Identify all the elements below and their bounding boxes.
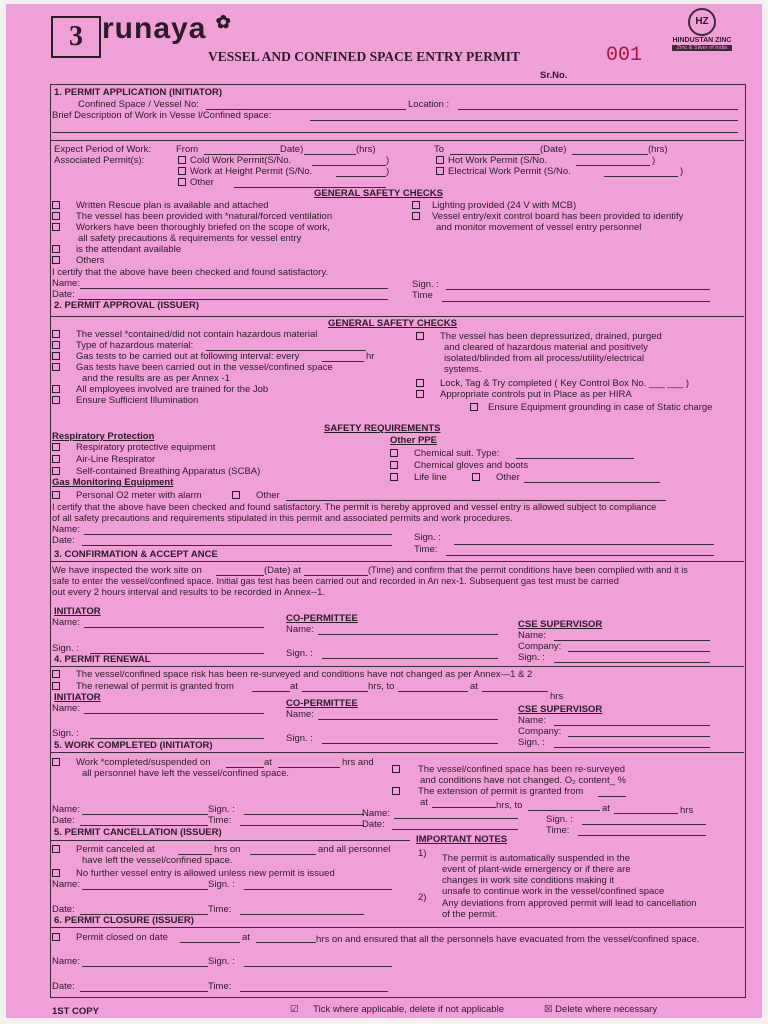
electrical-work-field[interactable] — [604, 176, 678, 177]
serial-number: 001 — [606, 44, 643, 67]
divider — [50, 752, 744, 753]
sign-field[interactable] — [244, 889, 392, 890]
attendant-checkbox[interactable]: is the attendant available — [52, 244, 181, 255]
sign-label: Sign. : — [286, 733, 313, 744]
respiratory-protection-title: Respiratory Protection — [52, 431, 155, 442]
co-permittee-title: CO-PERMITTEE — [286, 698, 358, 709]
page-title: VESSEL AND CONFINED SPACE ENTRY PERMIT — [208, 49, 520, 64]
sign-label: Sign. : — [518, 737, 545, 748]
note-1-line-4: unsafe to continue work in the vessel/confined space — [442, 886, 665, 897]
divider — [50, 561, 744, 562]
other-ppe-title: Other PPE — [390, 435, 437, 446]
cold-work-checkbox[interactable]: Cold Work Permit(S/No. — [178, 155, 291, 166]
resurveyed-text-2: and conditions have not changed. O₂ content_ % — [420, 775, 626, 786]
co-permittee-sign-field[interactable] — [322, 658, 498, 659]
co-permittee-title: CO-PERMITTEE — [286, 613, 358, 624]
sign-label: Sign. : — [414, 532, 441, 543]
cse-supervisor-title: CSE SUPERVISOR — [518, 619, 603, 630]
divider — [50, 316, 744, 317]
inspection-text-3: out every 2 hours interval and results to be recorded in Annex--1. — [52, 587, 326, 598]
note-1-line-1: The permit is automatically suspended in the — [442, 853, 630, 864]
extension-from-field[interactable] — [598, 796, 626, 797]
briefing-text-2: all safety precautions & requirements for vessel entry — [78, 233, 302, 244]
renewal-hrs-to: hrs, to — [368, 681, 395, 692]
name-label: Name: — [52, 278, 80, 289]
sign-label: Sign. : — [208, 804, 235, 815]
renewal-from-field[interactable] — [252, 691, 290, 692]
runaya-swirl-icon: ✿ — [215, 12, 232, 32]
hz-emblem-icon: HZ — [688, 8, 716, 36]
initiator-sign-field[interactable] — [90, 738, 264, 739]
cse-company-field[interactable] — [568, 651, 710, 652]
closed-checkbox[interactable]: Permit closed on date — [52, 932, 168, 943]
hazardous-checkbox[interactable]: The vessel *contained/did not contain hazardous material — [52, 329, 317, 340]
name-label: Name: — [52, 804, 80, 815]
name-label: Name: — [286, 624, 314, 635]
hazardous-type-checkbox[interactable]: Type of hazardous material: — [52, 340, 193, 351]
tick-box-icon: ☑ — [290, 1004, 299, 1015]
name-field[interactable] — [82, 889, 208, 890]
extension-to-field[interactable] — [528, 810, 600, 811]
electrical-work-checkbox[interactable]: Electrical Work Permit (S/No. — [436, 166, 571, 177]
sign-label: Sign. : — [208, 879, 235, 890]
location-label: Location : — [408, 99, 450, 110]
gas-test-text-2: and the results are as per Annex -1 — [82, 373, 230, 384]
gas-interval-unit: hr — [366, 351, 375, 362]
work-completed-hrs-and: hrs and — [342, 757, 374, 768]
other-ppe-field[interactable] — [524, 482, 660, 483]
chemical-suit-checkbox[interactable]: Chemical suit. Type: — [390, 448, 499, 459]
name-label: Name: — [52, 524, 80, 535]
initiator-name-field[interactable] — [84, 713, 264, 714]
sign-field[interactable] — [244, 966, 392, 967]
sign-field[interactable] — [244, 814, 364, 815]
extension-at-field[interactable] — [432, 807, 496, 808]
name-label: Name: — [52, 617, 80, 628]
sign-label: Sign. : — [52, 643, 79, 654]
initiator-title: INITIATOR — [54, 692, 101, 703]
control-board-checkbox[interactable]: Vessel entry/exit control board has been provided to identify — [412, 211, 683, 222]
delete-note-text: Delete where necessary — [555, 1004, 658, 1015]
expect-period-label: Expect Period of Work: — [54, 144, 151, 155]
illumination-checkbox[interactable]: Ensure Sufficient Illumination — [52, 395, 198, 406]
resurveyed-checkbox[interactable]: The vessel/confined space has been re-surveyed — [392, 764, 625, 775]
name-field-2[interactable] — [394, 818, 518, 819]
location-field[interactable] — [458, 109, 738, 110]
time-field[interactable] — [240, 825, 364, 826]
date-label: Date: — [52, 535, 75, 546]
sign-field[interactable] — [446, 289, 710, 290]
name-label: Name: — [52, 879, 80, 890]
sign-field-2[interactable] — [582, 824, 706, 825]
sign-label: Sign. : — [518, 652, 545, 663]
time-label: Time: — [208, 815, 232, 826]
renewal-at-field[interactable] — [302, 691, 368, 692]
certify-text-1: I certify that the above have been checked and found satisfactory. — [52, 267, 329, 278]
height-work-field[interactable] — [336, 176, 386, 177]
name-label: Name: — [52, 703, 80, 714]
gas-monitoring-title: Gas Monitoring Equipment — [52, 477, 174, 488]
date-field[interactable] — [80, 825, 208, 826]
briefing-checkbox[interactable]: Workers have been thoroughly briefed on the scope of work, — [52, 222, 330, 233]
to-date-label: (Date) — [540, 144, 567, 155]
safety-requirements-title: SAFETY REQUIREMENTS — [324, 423, 441, 434]
sign-label: Sign. : — [208, 956, 235, 967]
cse-name-field[interactable] — [554, 640, 710, 641]
associated-permits-label: Associated Permit(s): — [54, 155, 145, 166]
work-completed-checkbox[interactable]: Work *completed/suspended on — [52, 757, 211, 768]
date-field[interactable] — [80, 991, 208, 992]
depressurized-text-3: isolated/blinded from all process/utility/electrical — [444, 353, 645, 364]
tick-note-text: Tick where applicable, delete if not applicable — [313, 1004, 504, 1015]
ventilation-checkbox[interactable]: The vessel has been provided with *natural/forced ventilation — [52, 211, 332, 222]
name-field[interactable] — [82, 966, 208, 967]
section-5-title: 5. WORK COMPLETED (INITIATOR) — [54, 740, 213, 751]
sign-label: Sign. : — [286, 648, 313, 659]
co-permittee-name-field[interactable] — [318, 634, 498, 635]
height-work-checkbox[interactable]: Work at Height Permit (S/No. — [178, 166, 312, 177]
no-entry-checkbox[interactable]: No further vessel entry is allowed unless new permit is issued — [52, 868, 335, 879]
close-paren: ) — [652, 155, 656, 166]
close-paren: ) — [386, 166, 390, 177]
date-label: Date: — [52, 904, 75, 915]
renewal-at-2: at — [470, 681, 478, 692]
scba-checkbox[interactable]: Self-contained Breathing Apparatus (SCBA) — [52, 466, 260, 477]
name-field[interactable] — [82, 814, 208, 815]
general-safety-checks-1-title: GENERAL SAFETY CHECKS — [314, 188, 443, 199]
renewal-granted-checkbox[interactable]: The renewal of permit is granted from — [52, 681, 234, 692]
certify-text-3: of all safety precautions and requirements stipulated in this permit and associated permits and work procedures. — [52, 513, 513, 523]
sign-label: Sign. : — [546, 814, 573, 825]
depressurized-text-4: systems. — [444, 364, 482, 375]
date-field-2[interactable] — [392, 829, 518, 830]
extension-at: at — [420, 797, 428, 808]
from-label: From — [176, 144, 199, 155]
close-paren: ) — [680, 166, 684, 177]
initiator-title: INITIATOR — [54, 606, 101, 617]
extension-at-2: at — [602, 803, 610, 814]
name-label: Name: — [518, 715, 546, 726]
closed-at-field[interactable] — [256, 942, 316, 943]
cse-supervisor-title: CSE SUPERVISOR — [518, 704, 603, 715]
other-gas-field[interactable] — [286, 500, 666, 501]
renewal-resurveyed-checkbox[interactable]: The vessel/confined space risk has been re-surveyed and conditions have not changed as per Annex—1 & 2 — [52, 669, 532, 680]
closed-date-field[interactable] — [180, 942, 240, 943]
gas-interval-checkbox[interactable]: Gas tests to be carried out at following interval: every — [52, 351, 299, 362]
time-field-2[interactable] — [578, 835, 706, 836]
renewal-hrs: hrs — [550, 691, 564, 702]
inspection-text-2: safe to enter the vessel/confined space. Initial gas test has been carried out and recorded in An nex-1. Subsequent gas test must be carried — [52, 576, 619, 586]
time-label: Time: — [208, 981, 232, 992]
cancellation-title: 5. PERMIT CANCELLATION (ISSUER) — [54, 827, 222, 838]
time-label: Time: — [414, 544, 438, 555]
sign-label: Sign. : — [52, 728, 79, 739]
section-1-title: 1. PERMIT APPLICATION (INITIATOR) — [54, 87, 223, 98]
time-label: Time: — [208, 904, 232, 915]
divider — [50, 927, 744, 928]
divider — [50, 666, 744, 667]
co-permittee-name-field[interactable] — [318, 719, 498, 720]
from-date-label: Date) — [280, 144, 304, 155]
note-1-line-2: event of plant-wide emergency or if there are — [442, 864, 631, 875]
name-label: Name: — [518, 630, 546, 641]
date-label: Date: — [52, 815, 75, 826]
from-hrs-field[interactable] — [304, 154, 356, 155]
co-permittee-sign-field[interactable] — [322, 743, 498, 744]
company-label: Company: — [518, 726, 562, 737]
canceled-all-personnel: and all personnel — [318, 844, 391, 855]
other-permit-checkbox[interactable]: Other — [178, 177, 214, 188]
name-label: Name: — [362, 808, 390, 819]
inspection-text-1a: We have inspected the work site on — [52, 565, 202, 576]
lock-tag-checkbox[interactable]: Lock, Tag & Try completed ( Key Control Box No. ___ ___ ) — [416, 378, 689, 389]
divider — [50, 840, 410, 841]
name-field[interactable] — [80, 288, 388, 289]
life-line-checkbox[interactable]: Life line — [390, 472, 447, 483]
important-notes-title: IMPORTANT NOTES — [416, 834, 508, 845]
cse-company-field[interactable] — [568, 736, 710, 737]
extension-hrs-2: hrs — [680, 805, 694, 816]
section-6-title: 6. PERMIT CLOSURE (ISSUER) — [54, 915, 194, 926]
renewal-at: at — [290, 681, 298, 692]
to-hrs-label: (hrs) — [648, 144, 668, 155]
o2-meter-checkbox[interactable]: Personal O2 meter with alarm — [52, 490, 202, 501]
company-name: HINDUSTAN ZINC — [672, 37, 732, 44]
to-label: To — [434, 144, 445, 155]
rpe-checkbox[interactable]: Respiratory protective equipment — [52, 442, 215, 453]
note-1-line-3: changes in work site conditions making it — [442, 875, 615, 886]
date-field[interactable] — [82, 545, 392, 546]
serial-label: Sr.No. — [540, 70, 568, 81]
work-completed-text-2: all personnel have left the vessel/confined space. — [82, 768, 290, 779]
hindustan-zinc-logo — [664, 8, 740, 51]
company-tagline: Zinc & Silver of India — [672, 45, 732, 51]
extension-at-2-field[interactable] — [614, 813, 678, 814]
cross-box-icon: ☒ — [544, 1004, 553, 1015]
closed-at: at — [242, 932, 250, 943]
time-field[interactable] — [240, 914, 364, 915]
divider — [50, 140, 744, 141]
cse-sign-field[interactable] — [554, 662, 710, 663]
copy-label: 1ST COPY — [52, 1006, 99, 1017]
inspection-text-1b: (Date) at — [264, 565, 301, 576]
time-field[interactable] — [240, 991, 388, 992]
tick-note — [290, 1004, 504, 1015]
runaya-logo — [102, 12, 232, 46]
renewal-to-field[interactable] — [398, 691, 468, 692]
brief-description-field-2[interactable] — [52, 132, 738, 133]
sign-field[interactable] — [454, 544, 714, 545]
initiator-name-field[interactable] — [84, 627, 264, 628]
note-2-line-2: of the permit. — [442, 909, 498, 920]
name-label: Name: — [52, 956, 80, 967]
vessel-no-label: Confined Space / Vessel No: — [78, 99, 199, 110]
brief-description-field[interactable] — [310, 120, 738, 121]
section-3-title: 3. CONFIRMATION & ACCEPT ANCE — [54, 549, 218, 560]
depressurized-checkbox[interactable]: The vessel has been depressurized, drained, purged — [416, 331, 662, 342]
renewal-at-2-field[interactable] — [482, 691, 548, 692]
note-2-line-1: Any deviations from approved permit will lead to cancellation — [442, 898, 697, 909]
chemical-suit-field[interactable] — [516, 458, 634, 459]
extension-hrs-to: hrs, to — [496, 800, 523, 811]
note-1-number: 1) — [418, 848, 427, 859]
hot-work-field[interactable] — [576, 165, 650, 166]
delete-note — [544, 1004, 657, 1015]
trained-checkbox[interactable]: All employees involved are trained for the Job — [52, 384, 268, 395]
gas-test-checkbox[interactable]: Gas tests have been carried out in the vessel/confined space — [52, 362, 333, 373]
canceled-text-2: have left the vessel/confined space. — [82, 855, 233, 866]
inspection-text-1c: (Time) and confirm that the permit conditions have been complied with and it is — [368, 565, 688, 575]
canceled-checkbox[interactable]: Permit canceled at — [52, 844, 155, 855]
from-hrs-label: (hrs) — [356, 144, 376, 155]
other-gas-checkbox[interactable]: Other — [232, 490, 280, 501]
time-field[interactable] — [442, 301, 710, 302]
to-hrs-field[interactable] — [572, 154, 648, 155]
company-label: Company: — [518, 641, 562, 652]
others-checkbox[interactable]: Others — [52, 255, 105, 266]
close-paren: ) — [386, 155, 390, 166]
date-label: Date: — [52, 981, 75, 992]
date-label: Date: — [52, 289, 75, 300]
extension-checkbox[interactable]: The extension of permit is granted from — [392, 786, 583, 797]
time-label: Time — [412, 290, 433, 301]
name-label: Name: — [286, 709, 314, 720]
control-board-text-2: and monitor movement of vessel entry personnel — [436, 222, 642, 233]
canceled-hrs-on: hrs on — [214, 844, 241, 855]
depressurized-text-2: and cleared of hazardous material and positively — [444, 342, 648, 353]
date-label: Date: — [362, 819, 385, 830]
brief-description-label: Brief Description of Work in Vesse l/Confined space: — [52, 110, 272, 121]
closed-text-2: hrs on and ensured that all the personnels have evacuated from the vessel/confined space. — [316, 934, 700, 945]
copy-number-badge: 3 — [51, 16, 101, 58]
cse-name-field[interactable] — [554, 725, 710, 726]
note-2-number: 2) — [418, 892, 427, 903]
work-completed-at: at — [264, 757, 272, 768]
section-2-title: 2. PERMIT APPROVAL (ISSUER) — [54, 300, 199, 311]
airline-checkbox[interactable]: Air-Line Respirator — [52, 454, 155, 465]
lighting-checkbox[interactable]: Lighting provided (24 V with MCB) — [412, 200, 576, 211]
hira-checkbox[interactable]: Appropriate controls put in Place as per HIRA — [416, 389, 632, 400]
certify-text-2: I certify that the above have been checked and found satisfactory. The permit is hereby approved and vessel entry is allowed subject to compliance — [52, 502, 657, 512]
sign-label: Sign. : — [412, 279, 439, 290]
grounding-checkbox[interactable]: Ensure Equipment grounding in case of Static charge — [470, 402, 712, 413]
rescue-plan-checkbox[interactable]: Written Rescue plan is available and attached — [52, 200, 269, 211]
cse-sign-field[interactable] — [554, 747, 710, 748]
other-ppe-checkbox[interactable]: Other — [472, 472, 520, 483]
section-4-title: 4. PERMIT RENEWAL — [54, 654, 151, 665]
time-field[interactable] — [446, 555, 714, 556]
canceled-on-field[interactable] — [250, 854, 316, 855]
brand-name: runaya — [102, 12, 207, 45]
general-safety-checks-2-title: GENERAL SAFETY CHECKS — [328, 318, 457, 329]
time-label: Time: — [546, 825, 570, 836]
permit-sheet — [6, 4, 762, 1018]
chemical-gloves-checkbox[interactable]: Chemical gloves and boots — [390, 460, 528, 471]
hot-work-checkbox[interactable]: Hot Work Permit (S/No. — [436, 155, 547, 166]
cold-work-field[interactable] — [312, 165, 386, 166]
name-field[interactable] — [84, 534, 392, 535]
